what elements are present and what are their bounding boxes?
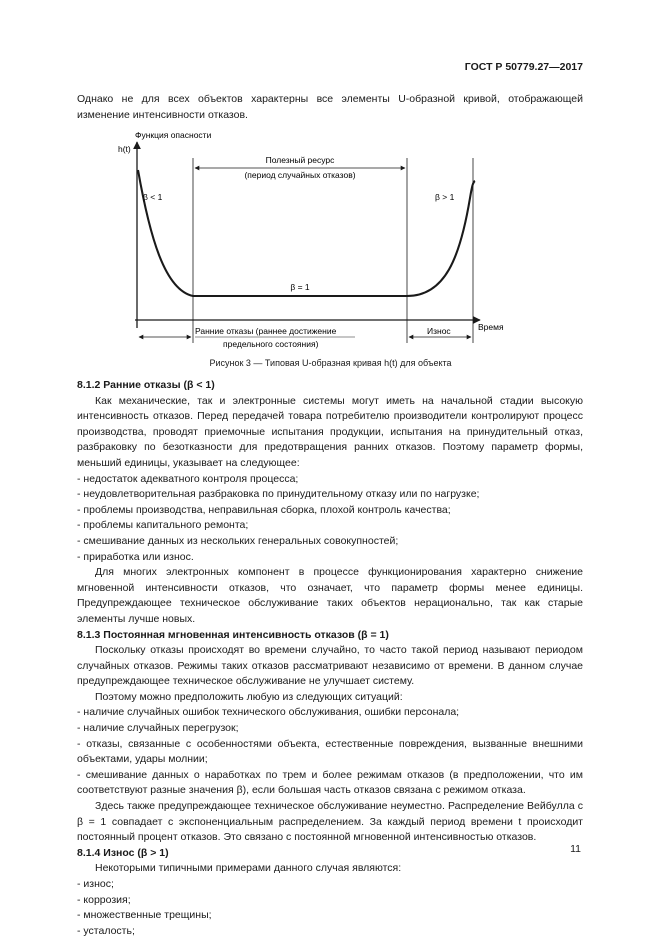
beta-equal-label: β = 1 — [290, 282, 310, 292]
section-heading: 8.1.2 Ранние отказы (β < 1) — [77, 379, 215, 391]
document-number: ГОСТ Р 50779.27—2017 — [464, 61, 583, 73]
x-axis-title: Время — [478, 322, 504, 332]
paragraph: Поэтому можно предположить любую из следующих ситуаций: — [95, 690, 403, 703]
useful-life-label: Полезный ресурс — [265, 155, 335, 165]
y-axis-symbol: h(t) — [118, 144, 131, 154]
early-failures-sublabel: предельного состояния) — [223, 339, 319, 349]
list-item: - недостаток адекватного контроля процесса; — [77, 472, 299, 485]
list-item: - проблемы капитального ремонта; — [77, 519, 249, 532]
y-axis-title: Функция опасности — [135, 130, 212, 140]
list-item: - проблемы производства, неправильная сборка, плохой контроль качества; — [77, 503, 451, 516]
list-item: - смешивание данных из нескольких генеральных совокупностей; — [77, 534, 399, 547]
list-item: - приработка или износ. — [77, 550, 194, 563]
list-item: - износ; — [77, 878, 114, 890]
section-heading: 8.1.3 Постоянная мгновенная интенсивность отказов (β = 1) — [77, 628, 389, 641]
section-heading: 8.1.4 Износ (β > 1) — [77, 846, 169, 859]
intro-paragraph: Однако не для всех объектов характерны все элементы U-образной кривой, отображающей изменение интенсивности отказов. — [77, 93, 583, 121]
list-item: - наличие случайных перегрузок; — [77, 722, 239, 735]
wearout-label: Износ — [427, 326, 451, 336]
paragraph: Как механические, так и электронные системы могут иметь на начальной стадии высокую интенсивность отказов. Перед передачей товара потребителю производители контролируют процесс производства, проводят приемочные испытания продукции, испытания на принудительный отказ, разбраковку по безотказности для предотвращения ранних отказов. Поэтому параметр формы, меньший единицы, указывает на следующее: — [77, 394, 583, 469]
figure-caption: Рисунок 3 — Типовая U-образная кривая h(t) для объекта — [209, 358, 452, 368]
list-item: - смешивание данных о наработках по трем и более режимам отказов (в предположении, что им соответствуют разные значения β), если большая часть отказов связана с режимом отказа. — [77, 768, 583, 797]
beta-greater-label: β > 1 — [435, 192, 455, 202]
page-number: 11 — [570, 843, 581, 855]
list-item: - усталость; — [77, 924, 135, 937]
list-item: - отказы, связанные с особенностями объекта, естественные повреждения, вызванные внешними объектами, удары молнии; — [77, 737, 583, 766]
paragraph: Для многих электронных компонент в процессе функционирования характерно снижение мгновенной интенсивности отказов, что означает, что параметр формы менее единицы. Предупреждающее техническое обслуживание таких объектов нерационально, так как старые элементы лучше новых. — [77, 566, 583, 625]
paragraph: Поскольку отказы происходят во времени случайно, то часто такой период называют периодом случайных отказов. Режимы таких отказов рассматривают независимо от времени. В данном случае предупреждающее техническое обслуживание не улучшает систему. — [77, 644, 583, 688]
hazard-curve — [138, 170, 475, 296]
early-failures-label: Ранние отказы (раннее достижение — [195, 326, 337, 336]
beta-less-label: β < 1 — [143, 192, 163, 202]
list-item: - наличие случайных ошибок технического обслуживания, ошибки персонала; — [77, 706, 460, 719]
paragraph: Некоторыми типичными примерами данного случая являются: — [95, 862, 402, 875]
intro-block — [77, 92, 583, 123]
list-item: - коррозия; — [77, 893, 131, 906]
u-curve-diagram — [115, 128, 515, 358]
list-item: - неудовлетворительная разбраковка по принудительному отказу или по нагрузке; — [77, 488, 480, 501]
useful-life-sublabel: (период случайных отказов) — [244, 170, 356, 180]
section-8-1-2 — [77, 378, 583, 939]
list-item: - множественные трещины; — [77, 909, 212, 922]
paragraph: Здесь также предупреждающее техническое обслуживание неуместно. Распределение Вейбулла с β = 1 совпадает с экспоненциальным распределением. За каждый период времени t происходит постоянный процент отказов. Это связано с постоянной мгновенной интенсивностью отказов. — [77, 800, 583, 844]
